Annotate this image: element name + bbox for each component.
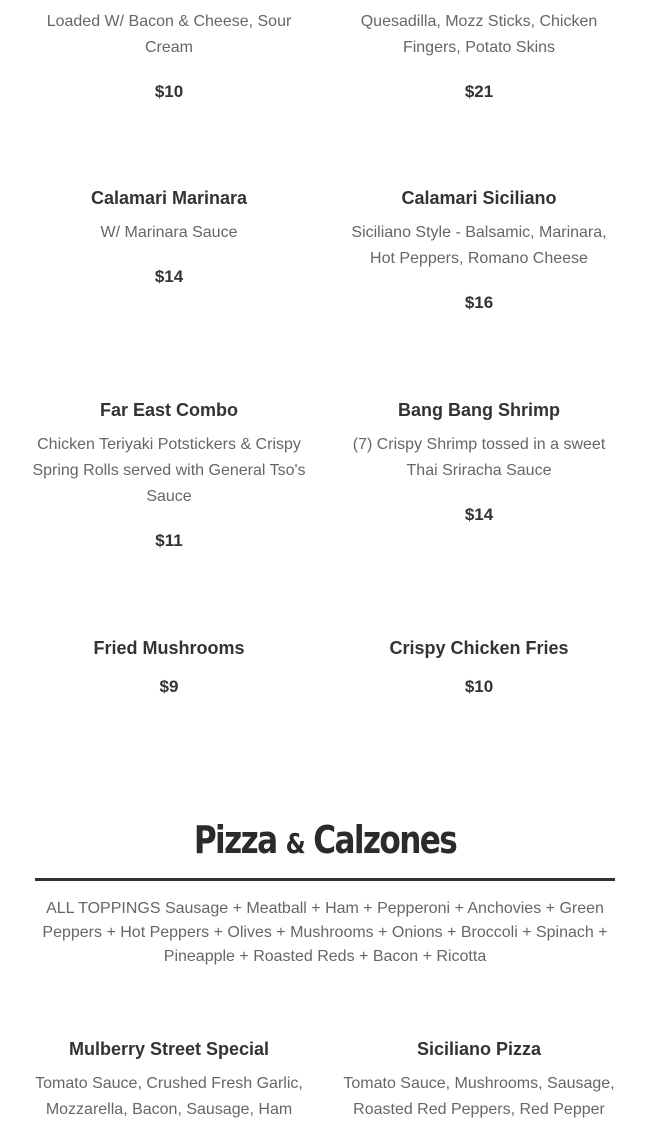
item-price: $14 <box>464 505 494 524</box>
item-price: $16 <box>464 293 494 312</box>
item-price: $10 <box>464 677 494 696</box>
item-name: Calamari Marinara <box>90 188 248 208</box>
menu-item-loaded-left <box>24 9 314 103</box>
menu-item-calamari-marinara <box>24 186 314 288</box>
item-name: Far East Combo <box>99 400 239 420</box>
menu-item-fried-mushrooms <box>24 636 314 698</box>
menu-item-calamari-siciliano <box>334 186 624 314</box>
menu-item-far-east-combo <box>24 398 314 552</box>
item-description: Loaded W/ Bacon & Cheese, Sour Cream <box>46 13 292 56</box>
item-price: $21 <box>464 82 494 101</box>
section-title-pizza-calzones <box>59 814 592 870</box>
item-name: Bang Bang Shrimp <box>397 400 560 420</box>
menu-item-siciliano-pizza <box>334 1037 624 1123</box>
item-name: Siciliano Pizza <box>416 1039 542 1059</box>
section-title-ampersand: & <box>285 827 305 860</box>
item-description: Quesadilla, Mozz Sticks, Chicken Fingers, Potato Skins <box>360 13 598 56</box>
item-description: W/ Marinara Sauce <box>100 224 238 241</box>
menu-item-combo-right <box>334 9 624 103</box>
menu-item-bang-bang-shrimp <box>334 398 624 526</box>
item-description: Tomato Sauce, Crushed Fresh Garlic, Mozzarella, Bacon, Sausage, Ham <box>35 1075 303 1118</box>
toppings-list: ALL TOPPINGS Sausage + Meatball + Ham + Pepperoni + Anchovies + Green Peppers + Hot Peppers + Olives + Mushrooms + Onions + Broccoli + Spinach + Pineapple + Roasted Reds + Bacon + Ricotta <box>42 900 608 965</box>
section-title-main: Pizza <box>193 818 277 862</box>
item-price: $14 <box>154 267 184 286</box>
item-description: Tomato Sauce, Mushrooms, Sausage, Roasted Red Peppers, Red Pepper <box>343 1075 615 1118</box>
section-title-end: Calzones <box>313 818 457 862</box>
item-description: Siciliano Style - Balsamic, Marinara, Hot Peppers, Romano Cheese <box>351 224 607 267</box>
item-name: Mulberry Street Special <box>68 1039 270 1059</box>
item-price: $10 <box>154 82 184 101</box>
item-description: Chicken Teriyaki Potstickers & Crispy Spring Rolls served with General Tso's Sauce <box>32 436 306 505</box>
menu-item-crispy-chicken-fries <box>334 636 624 698</box>
section-divider <box>35 878 615 881</box>
item-name: Fried Mushrooms <box>93 638 245 658</box>
item-name: Crispy Chicken Fries <box>389 638 569 658</box>
item-price: $9 <box>159 677 179 696</box>
menu-item-mulberry-street-special <box>24 1037 314 1123</box>
item-description: (7) Crispy Shrimp tossed in a sweet Thai Sriracha Sauce <box>352 436 606 479</box>
item-price: $11 <box>155 531 183 550</box>
item-name: Calamari Siciliano <box>401 188 557 208</box>
